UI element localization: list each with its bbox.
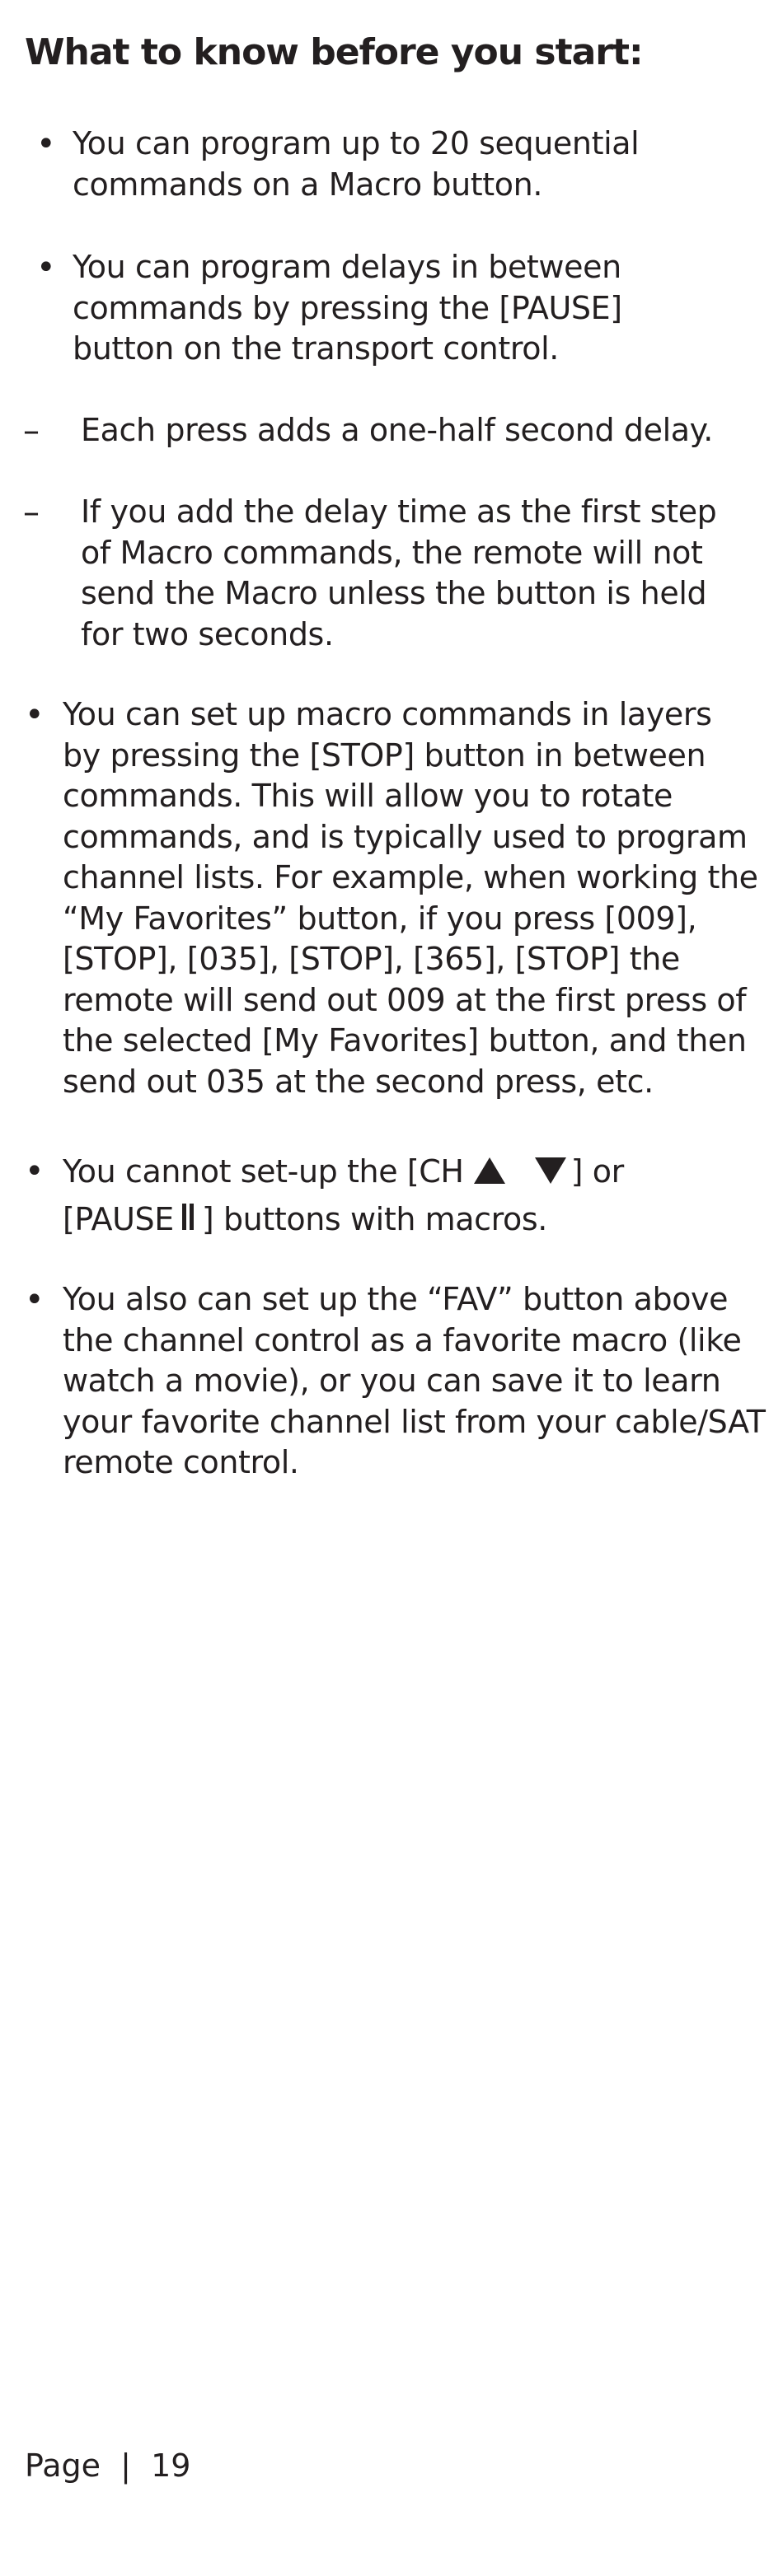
bullet-item-program-limit	[36, 124, 639, 205]
bullet-marker: •	[36, 125, 56, 163]
text-line: commands, and is typically used to program	[63, 818, 748, 855]
dash-marker: –	[23, 493, 40, 531]
bullet-marker: •	[25, 1152, 45, 1190]
text-line: the channel control as a favorite macro (like	[63, 1321, 742, 1358]
text-line: remote control.	[63, 1444, 299, 1480]
text-fragment: [PAUSE	[63, 1201, 174, 1237]
text-fragment: ] or	[570, 1153, 624, 1190]
text-line: channel lists. For example, when working the	[63, 859, 758, 895]
pause-icon	[182, 1195, 197, 1243]
text-line: You can set up macro commands in layers	[63, 696, 712, 732]
text-line: [STOP], [035], [STOP], [365], [STOP] the	[63, 941, 680, 977]
section-heading: What to know before you start:	[25, 31, 643, 73]
text-line: commands by pressing the [PAUSE]	[73, 289, 622, 326]
text-line: by pressing the [STOP] button in between	[63, 736, 706, 774]
dash-item-half-second	[23, 410, 713, 451]
text-line: “My Favorites” button, if you press [009],	[63, 900, 697, 937]
text-line: of Macro commands, the remote will not	[81, 534, 703, 571]
bullet-marker: •	[36, 249, 56, 287]
text-line: watch a movie), or you can save it to learn	[63, 1363, 721, 1399]
dash-item-first-step-delay	[23, 492, 716, 655]
text-line: send out 035 at the second press, etc.	[63, 1063, 654, 1100]
text-line: for two seconds.	[81, 615, 334, 652]
bullet-item-restricted-buttons	[25, 1148, 624, 1246]
text-fragment: ] buttons with macros.	[201, 1201, 547, 1237]
page-number: Page | 19	[25, 2447, 191, 2484]
text-line: commands on a Macro button.	[73, 166, 543, 203]
text-line: You can program up to 20 sequential	[73, 125, 640, 161]
text-line: commands. This will allow you to rotate	[63, 778, 673, 814]
text-line: button on the transport control.	[73, 330, 559, 367]
arrow-up-icon	[474, 1157, 505, 1184]
text-line: You can program delays in between	[73, 249, 621, 285]
bullet-marker: •	[25, 1281, 45, 1319]
text-line: your favorite channel list from your cable/SAT	[63, 1403, 766, 1440]
text-line: the selected [My Favorites] button, and then	[63, 1022, 747, 1059]
dash-marker: –	[23, 412, 40, 450]
text-line: If you add the delay time as the first step	[81, 493, 717, 530]
bullet-item-delays	[36, 247, 622, 370]
arrow-down-icon	[535, 1157, 566, 1184]
text-line: You also can set up the “FAV” button above	[63, 1281, 729, 1317]
bullet-item-layers	[25, 694, 758, 1102]
text-line: Each press adds a one-half second delay.	[81, 412, 713, 448]
text-line: remote will send out 009 at the first press of	[63, 981, 747, 1018]
text-line: send the Macro unless the button is held	[81, 575, 707, 611]
text-fragment: You cannot set-up the [CH	[63, 1153, 464, 1190]
bullet-marker: •	[25, 696, 45, 734]
bullet-item-fav-button	[25, 1279, 766, 1484]
